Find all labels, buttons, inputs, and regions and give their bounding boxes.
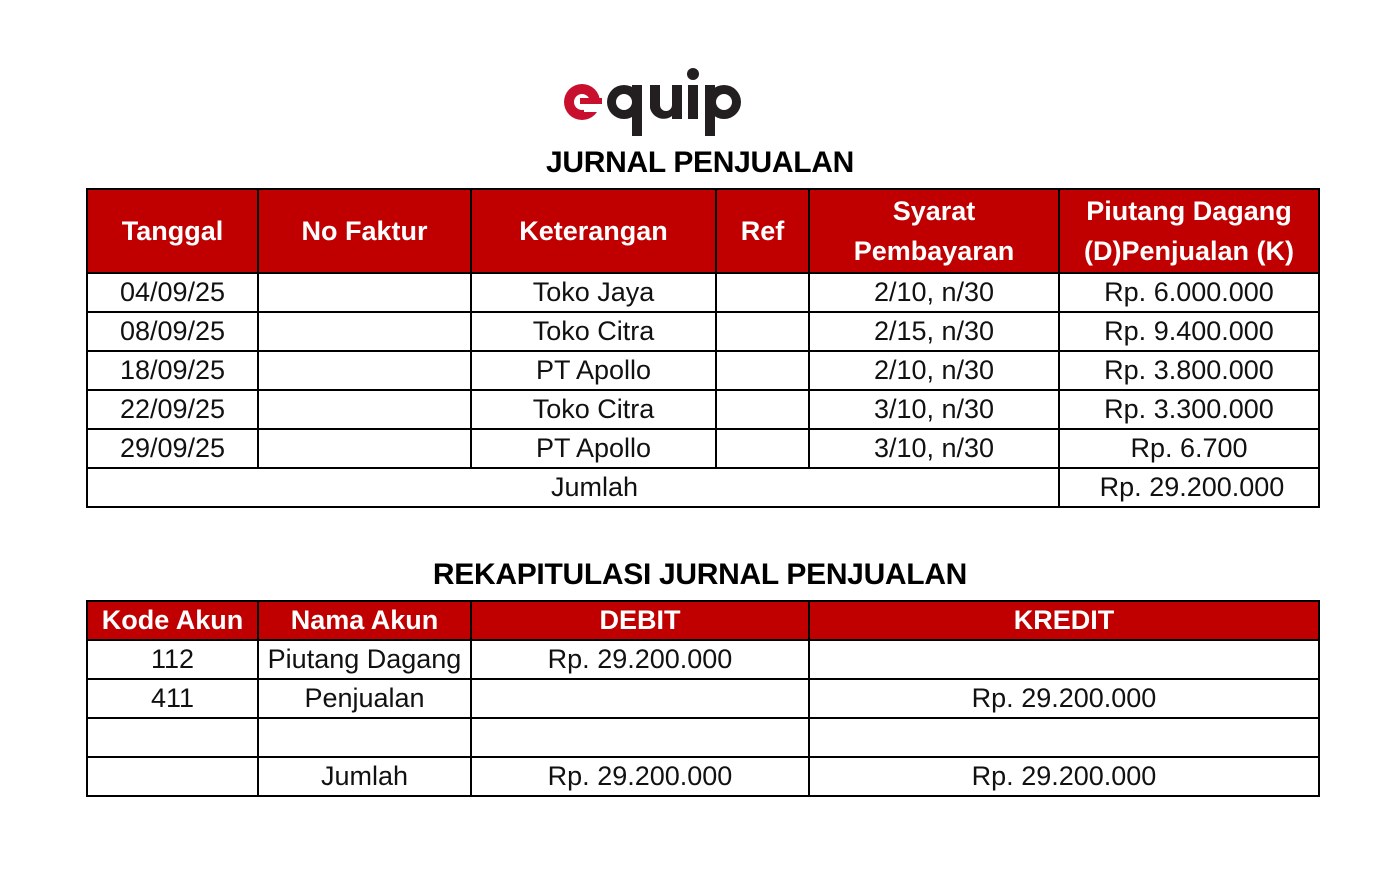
- table-row: [87, 351, 1319, 390]
- cell-amount: Rp. 3.800.000: [1059, 351, 1319, 390]
- recap-title: REKAPITULASI JURNAL PENJUALAN: [432, 558, 968, 591]
- cell-tanggal: 18/09/25: [87, 351, 258, 390]
- cell-tanggal: 22/09/25: [87, 390, 258, 429]
- col-debit: DEBIT: [471, 601, 809, 640]
- cell-debit: Rp. 29.200.000: [471, 757, 809, 796]
- col-ref: Ref: [716, 189, 809, 273]
- total-row: [87, 468, 1319, 507]
- col-syarat-pembayaran: [809, 189, 1059, 273]
- cell-nama: Penjualan: [258, 679, 471, 718]
- cell-kredit: Rp. 29.200.000: [809, 757, 1319, 796]
- total-row: [87, 757, 1319, 796]
- cell-ref: [716, 429, 809, 468]
- col-no-faktur: No Faktur: [258, 189, 471, 273]
- table-row: [87, 312, 1319, 351]
- cell-syarat: 3/10, n/30: [809, 390, 1059, 429]
- cell-ref: [716, 351, 809, 390]
- journal-title: JURNAL PENJUALAN: [545, 146, 855, 179]
- cell-no-faktur: [258, 429, 471, 468]
- cell-debit: [471, 718, 809, 757]
- cell-nama: Piutang Dagang: [258, 640, 471, 679]
- cell-keterangan: Toko Citra: [471, 390, 716, 429]
- cell-no-faktur: [258, 390, 471, 429]
- total-label: Jumlah: [550, 472, 639, 502]
- cell-debit: [471, 679, 809, 718]
- cell-no-faktur: [258, 312, 471, 351]
- cell-nama: Jumlah: [258, 757, 471, 796]
- cell-kode: 112: [87, 640, 258, 679]
- cell-no-faktur: [258, 351, 471, 390]
- cell-syarat: 2/15, n/30: [809, 312, 1059, 351]
- sales-journal-table: [86, 188, 1320, 508]
- table-row: [87, 273, 1319, 312]
- total-value: Rp. 29.200.000: [1059, 468, 1319, 507]
- cell-tanggal: 29/09/25: [87, 429, 258, 468]
- cell-kredit: [809, 718, 1319, 757]
- cell-keterangan: Toko Citra: [471, 312, 716, 351]
- cell-kredit: Rp. 29.200.000: [809, 679, 1319, 718]
- cell-no-faktur: [258, 273, 471, 312]
- col-piutang-penjualan: [1059, 189, 1319, 273]
- cell-ref: [716, 390, 809, 429]
- table-row: [87, 640, 1319, 679]
- table-row: [87, 679, 1319, 718]
- col-kode-akun: Kode Akun: [87, 601, 258, 640]
- cell-kredit: [809, 640, 1319, 679]
- table-header-row: [87, 601, 1319, 640]
- col-syarat-line1: Syarat: [892, 196, 976, 226]
- col-piutang-line2: (D)Penjualan (K): [1083, 236, 1294, 266]
- table-row: [87, 390, 1319, 429]
- cell-syarat: 2/10, n/30: [809, 351, 1059, 390]
- cell-syarat: 2/10, n/30: [809, 273, 1059, 312]
- cell-syarat: 3/10, n/30: [809, 429, 1059, 468]
- cell-keterangan: Toko Jaya: [471, 273, 716, 312]
- cell-nama: [258, 718, 471, 757]
- cell-ref: [716, 312, 809, 351]
- cell-keterangan: PT Apollo: [471, 351, 716, 390]
- col-keterangan: Keterangan: [471, 189, 716, 273]
- col-piutang-line1: Piutang Dagang: [1086, 196, 1292, 226]
- col-kredit: KREDIT: [809, 601, 1319, 640]
- col-tanggal: Tanggal: [87, 189, 258, 273]
- equip-logo-icon: [562, 66, 762, 142]
- cell-amount: Rp. 9.400.000: [1059, 312, 1319, 351]
- recap-table: [86, 600, 1320, 797]
- col-syarat-line2: Pembayaran: [853, 236, 1015, 266]
- cell-kode: 411: [87, 679, 258, 718]
- col-nama-akun: Nama Akun: [258, 601, 471, 640]
- total-label-cell: [87, 468, 1059, 507]
- cell-debit: Rp. 29.200.000: [471, 640, 809, 679]
- cell-tanggal: 04/09/25: [87, 273, 258, 312]
- cell-kode: [87, 757, 258, 796]
- cell-ref: [716, 273, 809, 312]
- cell-amount: Rp. 3.300.000: [1059, 390, 1319, 429]
- cell-kode: [87, 718, 258, 757]
- table-row: [87, 718, 1319, 757]
- cell-amount: Rp. 6.700: [1059, 429, 1319, 468]
- cell-amount: Rp. 6.000.000: [1059, 273, 1319, 312]
- cell-keterangan: PT Apollo: [471, 429, 716, 468]
- cell-tanggal: 08/09/25: [87, 312, 258, 351]
- table-row: [87, 429, 1319, 468]
- table-header-row: [87, 189, 1319, 273]
